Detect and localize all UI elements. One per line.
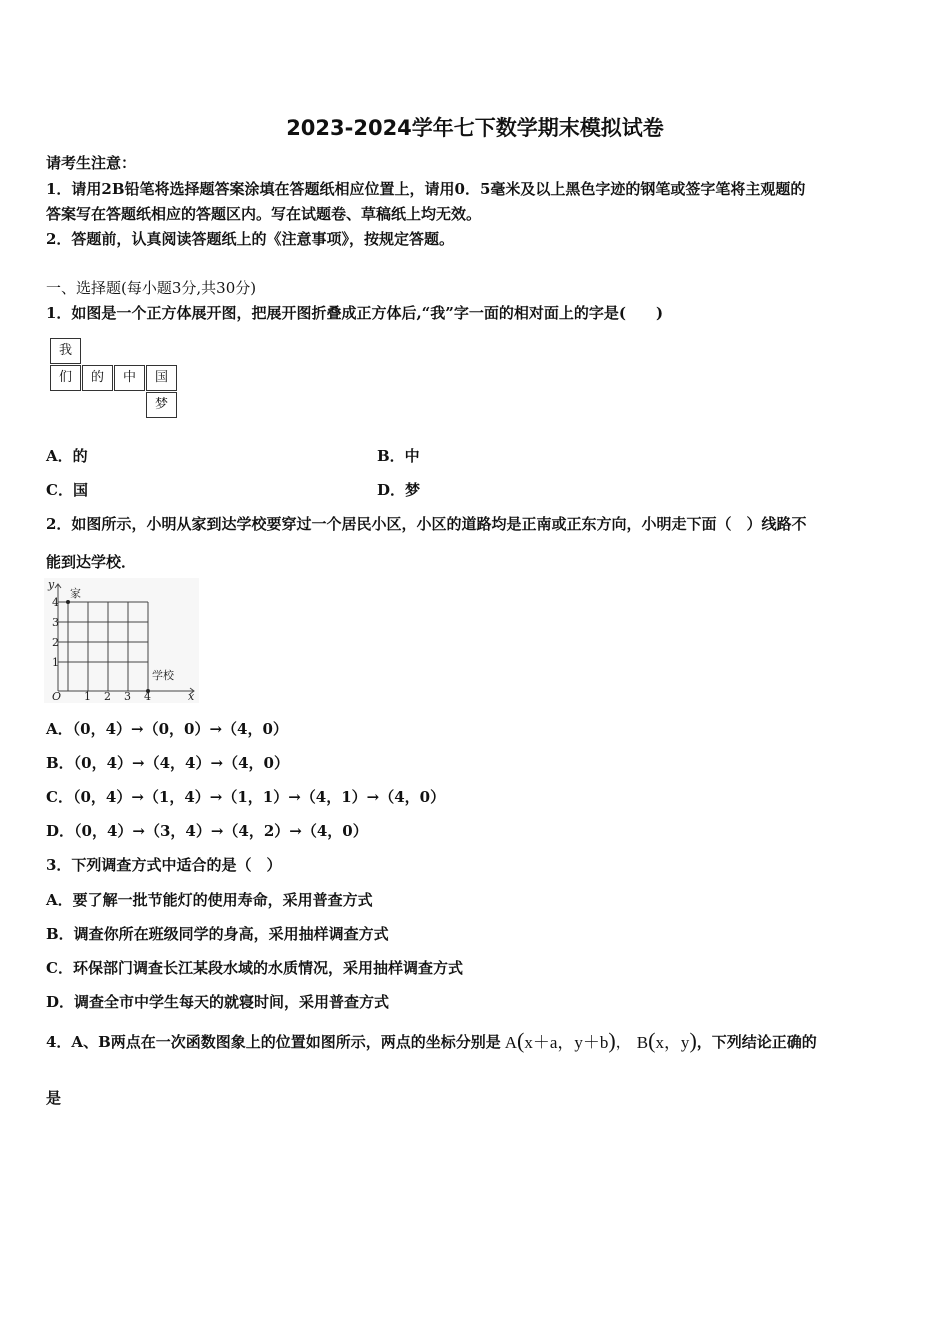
q4-stem-c: 是 bbox=[46, 1089, 62, 1107]
q1-option-a[interactable]: A．的 bbox=[46, 447, 88, 465]
q3-option-c[interactable]: C．环保部门调查长江某段水域的水质情况，采用抽样调查方式 bbox=[46, 959, 463, 977]
formula-inner: x＋a，y＋b bbox=[524, 1033, 609, 1052]
net-cell: 梦 bbox=[146, 392, 177, 418]
x-axis-label: x bbox=[188, 690, 195, 703]
y-tick: 4 bbox=[52, 596, 59, 609]
cube-net-figure bbox=[50, 338, 180, 423]
net-cell: 国 bbox=[146, 365, 177, 391]
home-point bbox=[66, 600, 70, 604]
q2-option-a[interactable]: A．（0，4）→（0，0）→（4，0） bbox=[46, 720, 288, 738]
formula-inner: x，y bbox=[655, 1033, 690, 1052]
notice-heading: 请考生注意： bbox=[46, 154, 137, 172]
q2-stem-b: 能到达学校． bbox=[46, 553, 137, 571]
origin-label: O bbox=[52, 690, 62, 703]
home-label: 家 bbox=[70, 587, 81, 600]
q4-stem-a: 4．A、B两点在一次函数图象上的位置如图所示，两点的坐标分别是 bbox=[46, 1032, 501, 1051]
q3-stem: 3．下列调查方式中适合的是（ ） bbox=[46, 856, 282, 874]
q2-option-c[interactable]: C．（0，4）→（1，4）→（1，1）→（4，1）→（4，0） bbox=[46, 788, 446, 806]
q4-formula-b: B(x，y) bbox=[636, 1028, 697, 1053]
formula-letter: A bbox=[504, 1033, 518, 1052]
net-cell: 们 bbox=[50, 365, 81, 391]
y-tick: 2 bbox=[52, 636, 59, 649]
q2-stem-a: 2．如图所示，小明从家到达学校要穿过一个居民小区，小区的道路均是正南或正东方向，小明走下面（ ）线路不 bbox=[46, 515, 807, 533]
school-label: 学校 bbox=[152, 669, 174, 682]
q4-stem-b: ，下列结论正确的 bbox=[696, 1032, 817, 1051]
notice-line1a: 1．请用2B铅笔将选择题答案涂填在答题纸相应位置上，请用0．5毫米及以上黑色字迹的钢笔或签字笔将主观题的 bbox=[46, 180, 806, 198]
q2-option-b[interactable]: B．（0，4）→（4，4）→（4，0） bbox=[46, 754, 289, 772]
q1-option-b[interactable]: B．中 bbox=[377, 447, 420, 465]
y-axis-label: y bbox=[48, 578, 55, 591]
page-title: 2023-2024学年七下数学期末模拟试卷 bbox=[286, 116, 664, 140]
net-cell: 我 bbox=[50, 338, 81, 364]
section-heading: 一、选择题(每小题3分,共30分) bbox=[46, 279, 257, 297]
x-tick: 3 bbox=[124, 690, 131, 703]
net-cell: 中 bbox=[114, 365, 145, 391]
x-tick: 1 bbox=[84, 690, 91, 703]
q2-option-d[interactable]: D．（0，4）→（3，4）→（4，2）→（4，0） bbox=[46, 822, 368, 840]
q4-formula-a: A(x＋a，y＋b) bbox=[504, 1028, 616, 1053]
q4-sep: ， bbox=[615, 1032, 631, 1051]
y-tick: 3 bbox=[52, 616, 59, 629]
route-grid-figure bbox=[44, 578, 199, 703]
net-cell: 的 bbox=[82, 365, 113, 391]
y-tick: 1 bbox=[52, 656, 59, 669]
notice-line1b: 答案写在答题纸相应的答题区内。写在试题卷、草稿纸上均无效。 bbox=[46, 205, 482, 223]
x-tick: 2 bbox=[104, 690, 111, 703]
q3-option-a[interactable]: A．要了解一批节能灯的使用寿命，采用普查方式 bbox=[46, 891, 373, 909]
q4-stem-line bbox=[46, 1028, 817, 1054]
formula-letter: B bbox=[636, 1033, 649, 1052]
q1-option-d[interactable]: D．梦 bbox=[377, 481, 421, 499]
q3-option-b[interactable]: B．调查你所在班级同学的身高，采用抽样调查方式 bbox=[46, 925, 389, 943]
q3-option-d[interactable]: D．调查全市中学生每天的就寝时间，采用普查方式 bbox=[46, 993, 390, 1011]
q1-stem: 1．如图是一个正方体展开图，把展开图折叠成正方体后,“我”字一面的相对面上的字是( ) bbox=[46, 304, 664, 322]
q1-option-c[interactable]: C．国 bbox=[46, 481, 88, 499]
notice-line2: 2．答题前，认真阅读答题纸上的《注意事项》，按规定答题。 bbox=[46, 230, 454, 248]
x-tick: 4 bbox=[144, 690, 151, 703]
